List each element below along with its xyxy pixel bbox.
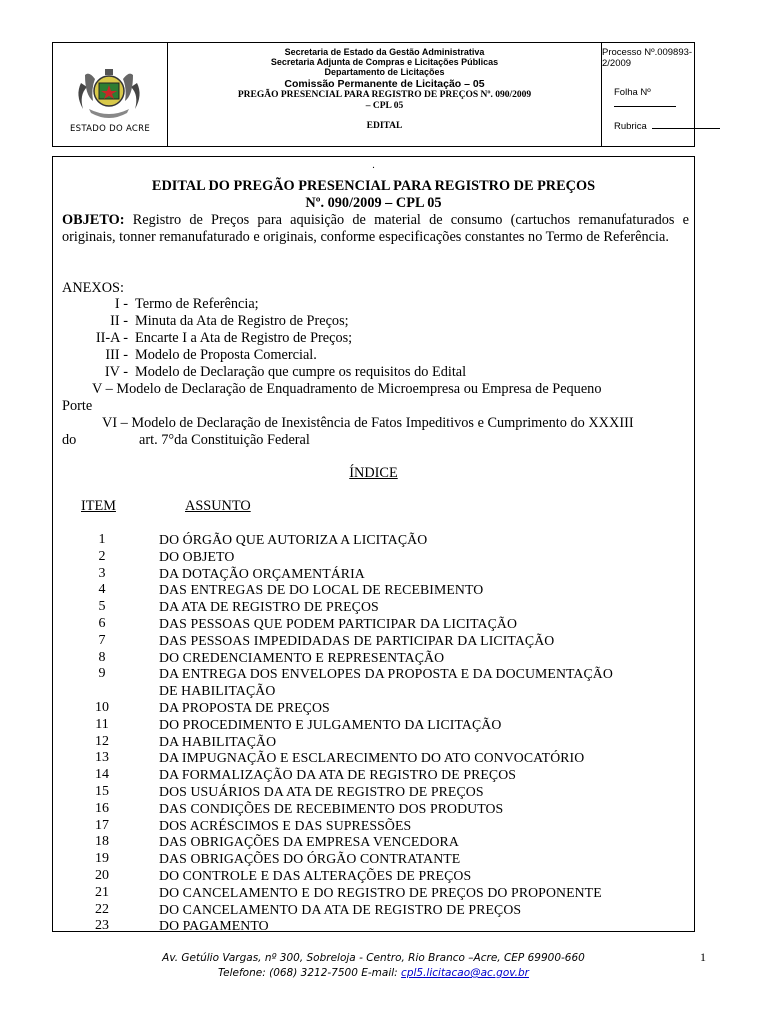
index-item-subject: DO OBJETO (159, 549, 235, 564)
index-item-subject: DAS ENTREGAS DE DO LOCAL DE RECEBIMENTO (159, 582, 484, 597)
anexo-vi-do: do (62, 432, 77, 448)
rubrica-blank (652, 120, 720, 129)
objeto-text: Registro de Preços para aquisição de material de consumo (cartuchos remanufaturados e originais, tonner remanufaturado e originais, conforme especificações constantes no Termo de Referência. (62, 212, 689, 245)
edital-number: Nº. 090/2009 – CPL 05 (305, 195, 442, 211)
folha-field (614, 87, 694, 110)
index-item-subject: DA PROPOSTA DE PREÇOS (159, 700, 330, 715)
header-pregao-line1: PREGÃO PRESENCIAL PARA REGISTRO DE PREÇOS Nº. 090/2009 (237, 90, 532, 100)
index-item-subject: DOS USUÁRIOS DA ATA DE REGISTRO DE PREÇOS (159, 784, 484, 799)
index-item-number: 17 (95, 818, 109, 833)
index-item-number: 9 (98, 666, 106, 681)
anexo-number: I - (114, 296, 128, 312)
index-item-subject: DO PAGAMENTO (159, 918, 269, 933)
header-edital: EDITAL (366, 121, 403, 131)
header-adjunta: Secretaria Adjunta de Compras e Licitações Públicas (270, 57, 499, 67)
anexos-label: ANEXOS: (62, 280, 124, 296)
folha-blank (614, 98, 676, 107)
index-item-subject: DAS PESSOAS QUE PODEM PARTICIPAR DA LICITAÇÃO (159, 616, 518, 631)
index-item-number: 23 (95, 918, 109, 933)
anexo-v-line2: Porte (62, 398, 93, 414)
footer-email-link[interactable]: cpl5.licitacao@ac.gov.br (401, 967, 529, 979)
index-item-number: 4 (98, 582, 106, 597)
col-item-header: ITEM (81, 498, 116, 514)
rubrica-label: Rubrica (614, 121, 647, 132)
index-item-subject: DAS PESSOAS IMPEDIDADAS DE PARTICIPAR DA LICITAÇÃO (159, 633, 555, 648)
index-item-subject: DO CANCELAMENTO E DO REGISTRO DE PREÇOS DO PROPONENTE (159, 885, 602, 900)
anexo-text: Modelo de Proposta Comercial. (135, 347, 317, 363)
index-item-number: 10 (95, 700, 109, 715)
index-item-subject: DA HABILITAÇÃO (159, 734, 277, 749)
header-comissao: Comissão Permanente de Licitação – 05 (284, 78, 485, 90)
col-assunto-header: ASSUNTO (185, 498, 251, 514)
index-item-subject: DO ÓRGÃO QUE AUTORIZA A LICITAÇÃO (159, 532, 428, 547)
footer-contact (52, 966, 695, 980)
index-item-subject: DO CREDENCIAMENTO E REPRESENTAÇÃO (159, 650, 445, 665)
estado-label: ESTADO DO ACRE (69, 124, 151, 134)
index-item-number: 13 (95, 750, 109, 765)
anexo-number: II - (110, 313, 128, 329)
anexo-text: Modelo de Declaração que cumpre os requisitos do Edital (135, 364, 467, 380)
index-item-number: 3 (98, 566, 106, 581)
index-item-number: 14 (95, 767, 109, 782)
header-logo-cell (53, 43, 168, 146)
index-item-subject: DA DOTAÇÃO ORÇAMENTÁRIA (159, 566, 365, 581)
index-item-subject: DAS CONDIÇÕES DE RECEBIMENTO DOS PRODUTOS (159, 801, 504, 816)
index-item-number: 5 (98, 599, 106, 614)
index-item-subject: DO PROCEDIMENTO E JULGAMENTO DA LICITAÇÃO (159, 717, 502, 732)
anexo-vi-line2: art. 7°da Constituição Federal (139, 432, 310, 448)
objeto-paragraph (62, 212, 689, 245)
objeto-label: OBJETO: (62, 212, 125, 228)
state-crest-icon (75, 65, 143, 125)
folha-label: Folha Nº (614, 87, 651, 98)
index-item-number: 16 (95, 801, 109, 816)
index-item-subject: DE HABILITAÇÃO (159, 683, 276, 698)
index-item-number: 22 (95, 902, 109, 917)
index-item-number: 19 (95, 851, 109, 866)
header-secretaria: Secretaria de Estado da Gestão Administrativa (284, 47, 485, 57)
index-item-number: 11 (95, 717, 109, 732)
anexo-v-line1: V – Modelo de Declaração de Enquadramento de Microempresa ou Empresa de Pequeno (92, 381, 602, 397)
index-item-subject: DA ENTREGA DOS ENVELOPES DA PROPOSTA E DA DOCUMENTAÇÃO (159, 666, 613, 681)
index-item-subject: DAS OBRIGAÇÕES DA EMPRESA VENCEDORA (159, 834, 459, 849)
index-item-number: 20 (95, 868, 109, 883)
footer-address: Av. Getúlio Vargas, nº 300, Sobreloja - Centro, Rio Branco –Acre, CEP 69900-660 (162, 952, 585, 964)
index-item-number: 1 (98, 532, 106, 547)
anexo-text: Minuta da Ata de Registro de Preços; (135, 313, 349, 329)
index-item-subject: DA IMPUGNAÇÃO E ESCLARECIMENTO DO ATO CONVOCATÓRIO (159, 750, 585, 765)
processo-number: Processo Nº.009893-2/2009 (602, 47, 693, 69)
rubrica-field (614, 120, 720, 132)
index-item-subject: DOS ACRÉSCIMOS E DAS SUPRESSÕES (159, 818, 412, 833)
anexo-text: Termo de Referência; (135, 296, 259, 312)
index-item-subject: DAS OBRIGAÇÕES DO ÓRGÃO CONTRATANTE (159, 851, 461, 866)
footer-phone: Telefone: (068) 3212-7500 E-mail: (218, 967, 402, 979)
index-item-subject: DO CONTROLE E DAS ALTERAÇÕES DE PREÇOS (159, 868, 472, 883)
index-item-number: 7 (98, 633, 106, 648)
index-item-number: 8 (98, 650, 106, 665)
anexo-vi-line1: VI – Modelo de Declaração de Inexistência de Fatos Impeditivos e Cumprimento do XXXIII (102, 415, 634, 431)
index-item-subject: DO CANCELAMENTO DA ATA DE REGISTRO DE PREÇOS (159, 902, 522, 917)
indice-title: ÍNDICE (349, 465, 398, 481)
index-item-number: 18 (95, 834, 109, 849)
index-item-number: 21 (95, 885, 109, 900)
page-number: 1 (700, 950, 706, 964)
anexo-number: IV - (104, 364, 128, 380)
anexo-number: II-A - (95, 330, 128, 346)
anexo-number: III - (105, 347, 128, 363)
edital-title: EDITAL DO PREGÃO PRESENCIAL PARA REGISTRO DE PREÇOS (151, 178, 596, 194)
index-item-number: 6 (98, 616, 106, 631)
index-item-subject: DA FORMALIZAÇÃO DA ATA DE REGISTRO DE PREÇOS (159, 767, 517, 782)
dot-mark: . (372, 160, 375, 171)
header-title-cell (168, 43, 602, 146)
anexo-text: Encarte I a Ata de Registro de Preços; (135, 330, 353, 346)
header-table (52, 42, 695, 147)
index-item-subject: DA ATA DE REGISTRO DE PREÇOS (159, 599, 379, 614)
header-process-cell (602, 43, 694, 146)
index-item-number: 15 (95, 784, 109, 799)
header-departamento: Departamento de Licitações (324, 67, 445, 77)
index-item-number: 2 (98, 549, 106, 564)
header-pregao-line2: – CPL 05 (365, 101, 404, 111)
index-item-number: 12 (95, 734, 109, 749)
